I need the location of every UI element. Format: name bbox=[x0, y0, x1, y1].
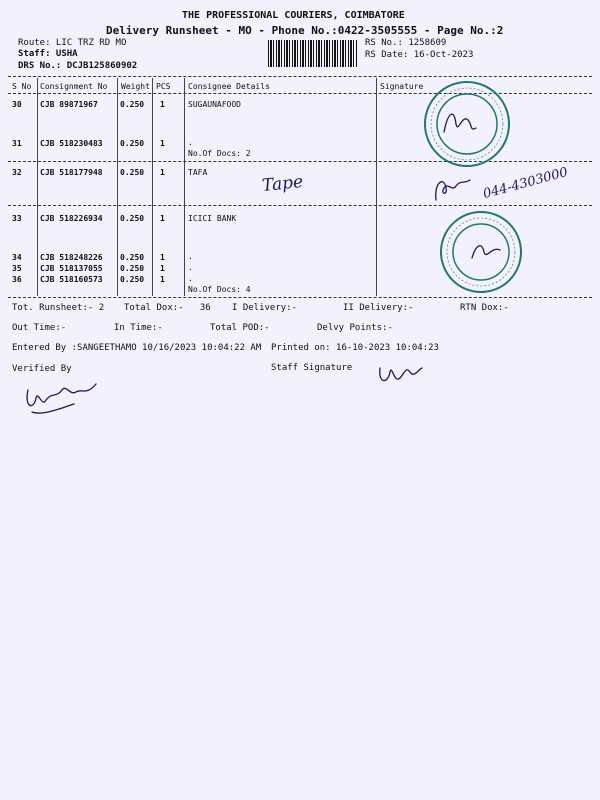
signature-row-33 bbox=[468, 238, 504, 266]
col-header-consignee: Consignee Details bbox=[188, 82, 270, 91]
col-header-sno: S No bbox=[12, 82, 32, 91]
verified-by-label: Verified By bbox=[12, 364, 72, 374]
row-sno: 36 bbox=[12, 275, 22, 284]
verified-by-signature bbox=[22, 378, 102, 420]
row-consignee: . bbox=[188, 138, 193, 147]
total-dox: Total Dox:- 36 bbox=[124, 303, 211, 313]
col-header-consignment: Consignment No bbox=[40, 82, 108, 91]
row-consignment: CJB 518160573 bbox=[40, 275, 103, 284]
col-header-signature: Signature bbox=[380, 82, 424, 91]
col-divider bbox=[152, 78, 153, 296]
in-time: In Time:- bbox=[114, 323, 163, 333]
docs-count-note: No.Of Docs: 4 bbox=[188, 285, 251, 294]
row-consignment: CJB 518230483 bbox=[40, 139, 103, 148]
row-consignment: CJB 518177948 bbox=[40, 168, 103, 177]
row-consignee: . bbox=[188, 274, 193, 283]
row-consignee: ICICI BANK bbox=[188, 214, 237, 223]
total-runsheet: Tot. Runsheet:- 2 bbox=[12, 303, 105, 313]
row-weight: 0.250 bbox=[120, 139, 145, 148]
col-divider bbox=[37, 78, 38, 296]
signature-row-32 bbox=[430, 172, 476, 206]
row-sno: 34 bbox=[12, 253, 22, 262]
handwritten-phone-note: 044-4303000 bbox=[481, 164, 570, 203]
docs-count-note: No.Of Docs: 2 bbox=[188, 149, 251, 158]
col-header-weight: Weight bbox=[121, 82, 150, 91]
row-consignment: CJB 518248226 bbox=[40, 253, 103, 262]
signature-row-30 bbox=[440, 102, 480, 142]
row-pcs: 1 bbox=[160, 264, 165, 273]
col-divider bbox=[117, 78, 118, 296]
col-divider bbox=[376, 78, 377, 296]
table-top-rule bbox=[8, 76, 592, 77]
drs-number: DRS No.: DCJB125860902 bbox=[18, 61, 138, 71]
out-time: Out Time:- bbox=[12, 323, 67, 333]
row-pcs: 1 bbox=[160, 214, 165, 223]
company-name: THE PROFESSIONAL COURIERS, COIMBATORE bbox=[182, 10, 405, 21]
ii-delivery: II Delivery:- bbox=[343, 303, 414, 313]
row-weight: 0.250 bbox=[120, 275, 145, 284]
entered-by: Entered By :SANGEETHAMO 10/16/2023 10:04:22 AM bbox=[12, 343, 262, 353]
row-sno: 32 bbox=[12, 168, 22, 177]
row-sno: 30 bbox=[12, 100, 22, 109]
table-bottom-rule bbox=[8, 297, 592, 298]
printed-on: Printed on: 16-10-2023 10:04:23 bbox=[271, 343, 439, 353]
staff-signature-mark bbox=[376, 362, 426, 388]
row-consignee: . bbox=[188, 263, 193, 272]
runsheet-title: Delivery Runsheet - MO - Phone No.:0422-3505555 - Page No.:2 bbox=[106, 24, 504, 37]
row-consignment: CJB 518137055 bbox=[40, 264, 103, 273]
row-consignee: SUGAUNAFOOD bbox=[188, 100, 241, 109]
row-sno: 33 bbox=[12, 214, 22, 223]
rs-date: RS Date: 16-Oct-2023 bbox=[365, 50, 474, 60]
total-pod: Total POD:- bbox=[210, 323, 270, 333]
staff-signature-label: Staff Signature bbox=[271, 363, 353, 373]
row-consignment: CJB 89871967 bbox=[40, 100, 98, 109]
row-rule bbox=[8, 205, 592, 206]
row-weight: 0.250 bbox=[120, 264, 145, 273]
row-consignee: . bbox=[188, 252, 193, 261]
row-consignee: TAFA bbox=[188, 168, 208, 177]
rtn-dox: RTN Dox:- bbox=[460, 303, 509, 313]
staff-label: Staff: USHA bbox=[18, 49, 78, 59]
row-sno: 35 bbox=[12, 264, 22, 273]
barcode bbox=[268, 40, 358, 67]
row-pcs: 1 bbox=[160, 100, 165, 109]
row-weight: 0.250 bbox=[120, 214, 145, 223]
i-delivery: I Delivery:- bbox=[232, 303, 298, 313]
row-pcs: 1 bbox=[160, 139, 165, 148]
rs-number: RS No.: 1258609 bbox=[365, 38, 447, 48]
row-pcs: 1 bbox=[160, 253, 165, 262]
row-pcs: 1 bbox=[160, 168, 165, 177]
col-divider bbox=[184, 78, 185, 296]
handwritten-note-tafa: Tape bbox=[261, 171, 305, 197]
row-weight: 0.250 bbox=[120, 100, 145, 109]
route-label: Route: LIC TRZ RD MO bbox=[18, 38, 127, 48]
row-sno: 31 bbox=[12, 139, 22, 148]
row-weight: 0.250 bbox=[120, 253, 145, 262]
col-header-pcs: PCS bbox=[156, 82, 171, 91]
row-consignment: CJB 518226934 bbox=[40, 214, 103, 223]
row-pcs: 1 bbox=[160, 275, 165, 284]
row-weight: 0.250 bbox=[120, 168, 145, 177]
delivery-points: Delvy Points:- bbox=[317, 323, 393, 333]
